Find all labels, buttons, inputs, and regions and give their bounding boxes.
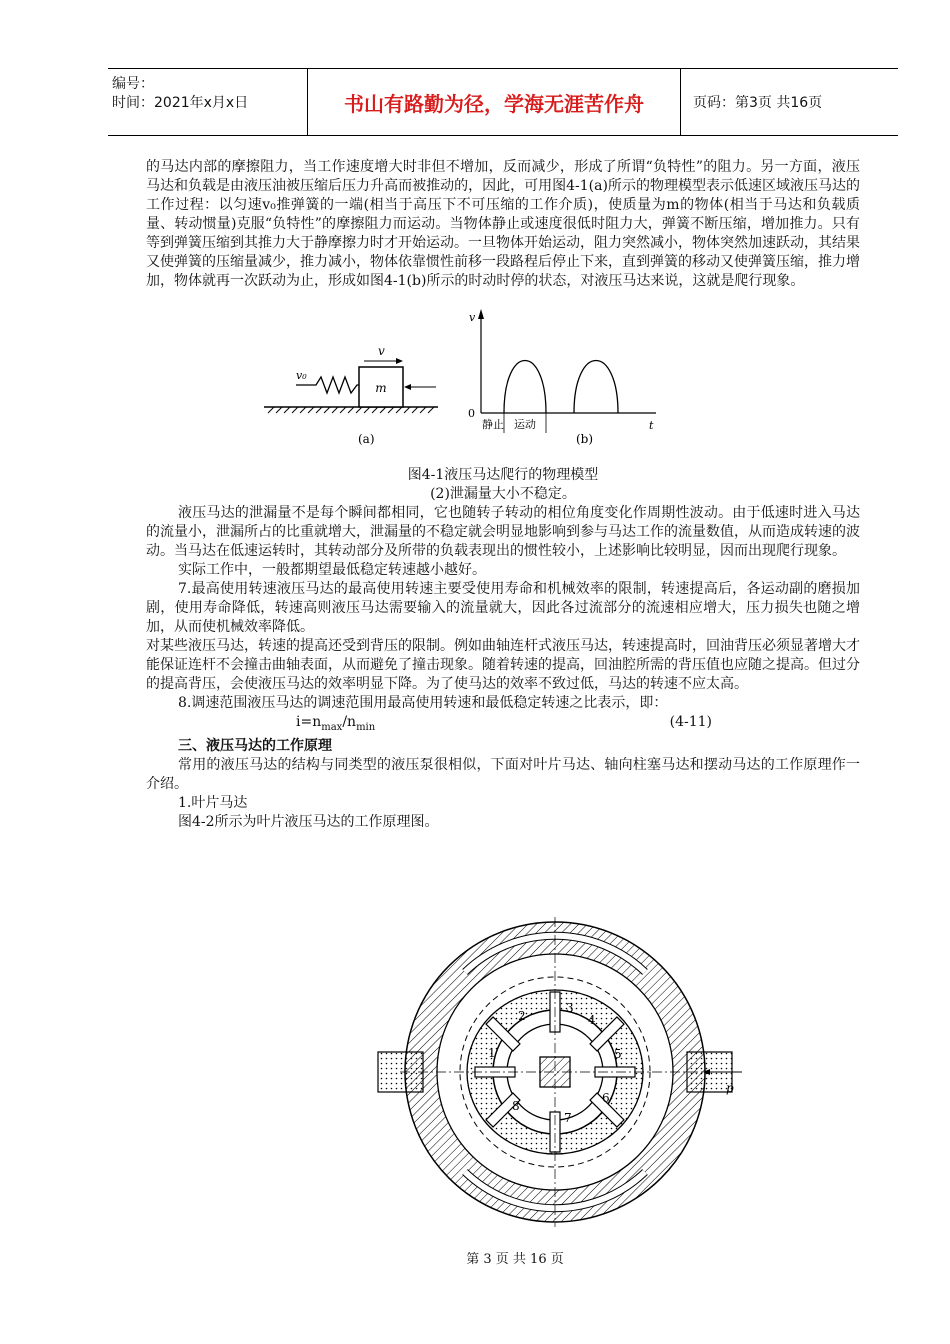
velocity-hump: [504, 361, 546, 414]
vane-label: 2: [518, 1009, 526, 1023]
section-heading: 三、液压马达的工作原理: [178, 737, 332, 754]
figure-4-1: [146, 295, 860, 460]
paragraph: 的马达内部的摩擦阻力，当工作速度增大时非但不增加，反而减少，形成了所谓“负特性”的阻力。另一方面，液压马达和负载是由液压油被压缩后压力升高而被推动的，因此，可用图4-1(a)所示的物理模型表示低速区域液压马达的工作过程：以匀速v₀推弹簧的一端(相当于高压下不可压缩的工作介质)，使质量为m的物体(相当于马达和负载质量、转动惯量)克服“负特性”的摩擦阻力而运动。当物体静止或速度很低时阻力大，弹簧不断压缩，增加推力。只有等到弹簧压缩到其推力大于静摩擦力时才开始运动。一旦物体开始运动，阻力突然减小，物体突然加速跃动，其结果又使弹簧的压缩量减少，推力减小，物体依靠惯性前移一段路程后停止下来，直到弹簧的移动又使弹簧压缩，推力增加，物体就再一次跃动为止，形成如图4-1(b)所示的时动时停的状态，对液压马达来说，这就是爬行现象。: [146, 159, 860, 289]
vane-label: 1: [488, 1046, 496, 1060]
label-m: m: [375, 381, 387, 395]
header-time: 时间：2021年x月x日: [112, 95, 249, 111]
header-meta: [108, 69, 308, 135]
label-v0: v₀: [296, 369, 307, 382]
ground-hatching: [268, 407, 434, 413]
label-b: (b): [576, 432, 594, 446]
label-v: v: [378, 344, 385, 358]
paragraph: 液压马达的泄漏量不是每个瞬间都相同，它也随转子转动的相位角度变化作周期性波动。由于低速时进入马达的流量小，泄漏所占的比重就增大，泄漏量的不稳定就会明显地影响到参与马达工作的流量数值，从而造成转速的波动。当马达在低速运转时，其转动部分及所带的负载表现出的惯性较小，上述影响比较明显，因而出现爬行现象。: [146, 505, 860, 559]
vane-label: 4: [588, 1013, 596, 1027]
page-footer: 第 3 页 共 16 页: [466, 1252, 564, 1267]
label-rest: 静止: [482, 418, 504, 431]
vane-label: 5: [614, 1047, 622, 1061]
axis-label-t: t: [649, 419, 654, 432]
paragraph: 8.调速范围液压马达的调速范围用最高使用转速和最低稳定转速之比表示，即：: [178, 695, 668, 711]
label-motion: 运动: [514, 418, 536, 431]
page-header: [108, 68, 898, 136]
paragraph: 1.叶片马达: [178, 794, 248, 811]
friction-arrowhead: [404, 384, 411, 390]
document-body: [146, 158, 860, 832]
axis-label-zero: 0: [468, 407, 475, 420]
equation-lhs: i=n: [296, 714, 322, 730]
equation-4-11: [146, 713, 860, 737]
velocity-arrowhead: [396, 358, 403, 364]
label-a: (a): [358, 432, 375, 446]
vane-label: 6: [602, 1091, 610, 1105]
equation-number: (4-11): [669, 714, 713, 730]
figure-caption: 图4-1液压马达爬行的物理模型: [407, 467, 599, 483]
vane-label: 7: [564, 1111, 572, 1125]
header-page-info: 页码：第3页 共16页: [693, 95, 823, 111]
paragraph: 对某些液压马达，转速的提高还受到背压的限制。例如曲轴连杆式液压马达，转速提高时，回油背压必须显著增大才能保证连杆不会撞击曲轴表面，从而避免了撞击现象。随着转速的提高，回油腔所需的背压值也应随之提高。但过分的提高背压，会使液压马达的效率明显下降。为了使马达的效率不致过低，马达的转速不应太高。: [146, 638, 860, 692]
equation-slash: /n: [342, 714, 357, 730]
paragraph: 常用的液压马达的结构与同类型的液压泵很相似，下面对叶片马达、轴向柱塞马达和摆动马达的工作原理作一介绍。: [146, 756, 860, 792]
label-p: p: [726, 1081, 734, 1095]
equation-sub-max: max: [321, 721, 343, 733]
axis-label-v: v: [469, 311, 476, 324]
paragraph: 7.最高使用转速液压马达的最高使用转速主要受使用寿命和机械效率的限制，转速提高后，各运动副的磨损加剧，使用寿命降低，转速高则液压马达需要输入的流量就大，因此各过流部分的流速相应增大，压力损失也随之增加，从而使机械效率降低。: [146, 581, 860, 635]
velocity-hump: [574, 361, 618, 414]
vane-label: 3: [566, 1001, 574, 1015]
paragraph: 实际工作中，一般都期望最低稳定转速越小越好。: [178, 562, 486, 578]
vane-label: 8: [512, 1099, 520, 1113]
header-number: 编号：: [112, 76, 154, 92]
paragraph: 图4-2所示为叶片液压马达的工作原理图。: [178, 813, 439, 830]
header-motto: 书山有路勤为径，学海无涯苦作舟: [308, 69, 681, 135]
figure-4-2-vane-motor: [370, 912, 745, 1230]
equation-sub-min: min: [356, 721, 376, 733]
v-axis-arrowhead: [478, 309, 484, 319]
subheading-leak: (2)泄漏量大小不稳定。: [430, 486, 576, 502]
